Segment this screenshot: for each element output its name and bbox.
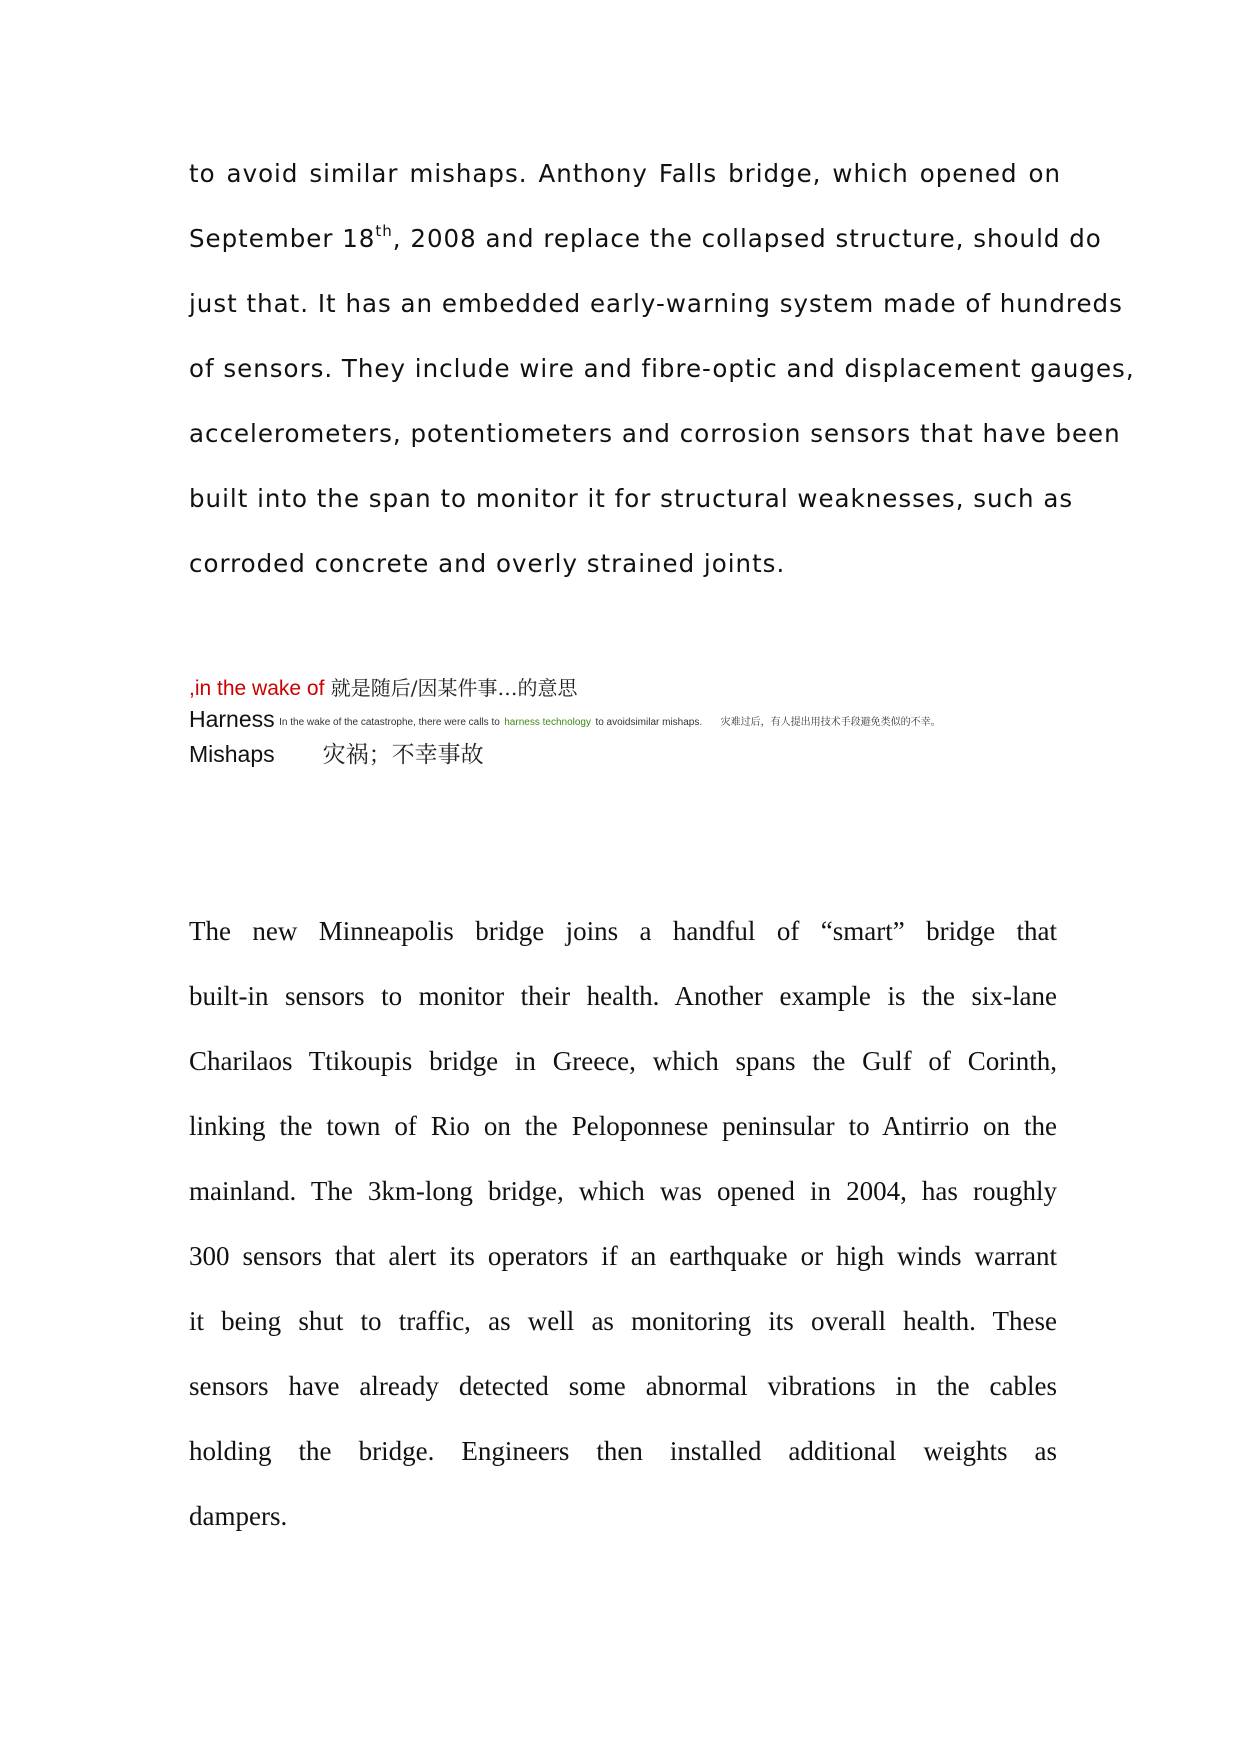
note-phrase: in the wake of: [194, 677, 325, 700]
text-line: linking the town of Rio on the Peloponnese peninsular to Antirrio on the: [189, 1111, 1057, 1141]
text-line: sensors have already detected some abnormal vibrations in the cables: [189, 1371, 1057, 1401]
text-line: mainland. The 3km-long bridge, which was opened in 2004, has roughly: [189, 1176, 1057, 1206]
note-example-before: In the wake of the catastrophe, there were calls to: [279, 717, 500, 728]
text-line: it being shut to traffic, as well as monitoring its overall health. These: [189, 1306, 1057, 1336]
note-word: Harness: [189, 706, 275, 732]
note-meaning: 灾祸；不幸事故: [322, 742, 484, 768]
note-translation: 灾难过后，有人提出用技术手段避免类似的不幸。: [720, 717, 941, 728]
text-fragment: September 18: [189, 224, 376, 253]
text-line: The new Minneapolis bridge joins a handful of “smart” bridge that: [189, 916, 1057, 946]
text-line: accelerometers, potentiometers and corrosion sensors that have been: [189, 419, 1121, 448]
paragraph-bridge-sensors: [189, 159, 1135, 615]
note-word: Mishaps: [189, 741, 275, 767]
note-meaning: 就是随后/因某件事…的意思: [324, 676, 578, 700]
note-harness: [189, 706, 941, 733]
note-example-highlight: harness technology: [504, 717, 591, 728]
text-line: of sensors. They include wire and fibre-optic and displacement gauges,: [189, 354, 1135, 383]
text-line: corroded concrete and overly strained joints.: [189, 549, 786, 578]
note-comma: ,: [189, 677, 195, 700]
text-line: dampers.: [189, 1501, 288, 1531]
paragraph-smart-bridges: [189, 916, 1057, 1566]
text-line: holding the bridge. Engineers then installed additional weights as: [189, 1436, 1057, 1466]
text-line: [189, 221, 1102, 290]
text-line: built-in sensors to monitor their health. Another example is the six-lane: [189, 981, 1057, 1011]
text-fragment: , 2008 and replace the collapsed structure, should do: [392, 224, 1102, 253]
text-line: Charilaos Ttikoupis bridge in Greece, which spans the Gulf of Corinth,: [189, 1046, 1057, 1076]
note-in-the-wake-of: [189, 672, 578, 701]
text-line: 300 sensors that alert its operators if an earthquake or high winds warrant: [189, 1241, 1057, 1271]
note-mishaps: [189, 736, 484, 769]
text-line: to avoid similar mishaps. Anthony Falls bridge, which opened on: [189, 159, 1061, 188]
note-example-after: to avoidsimilar mishaps.: [595, 717, 703, 728]
text-line: just that. It has an embedded early-warning system made of hundreds: [189, 289, 1123, 318]
text-line: built into the span to monitor it for structural weaknesses, such as: [189, 484, 1074, 513]
superscript-ordinal: th: [375, 221, 393, 240]
